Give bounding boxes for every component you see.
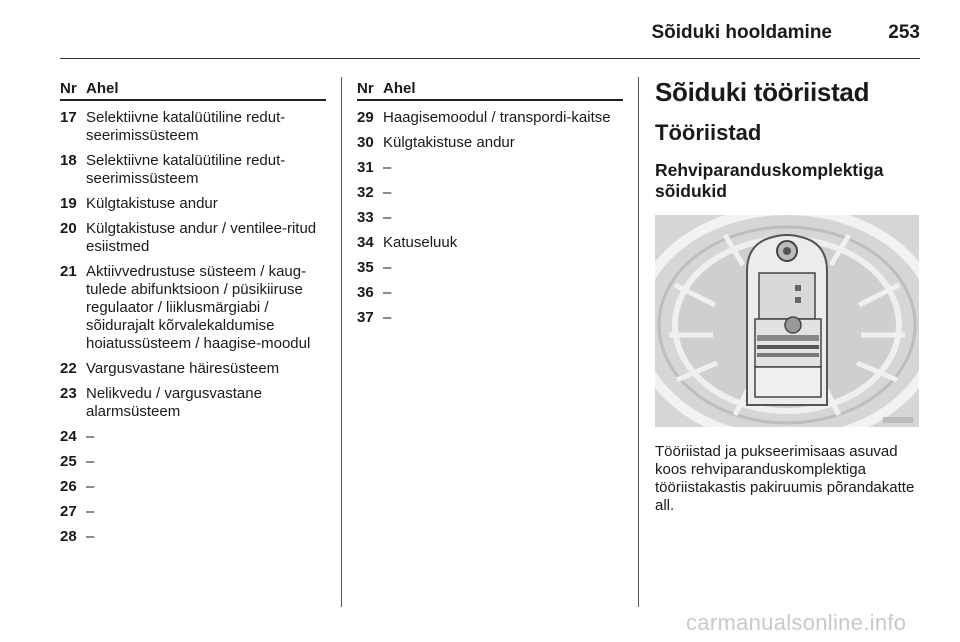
fuse-number: 17 (60, 109, 77, 126)
watermark: carmanualsonline.info (686, 610, 907, 635)
column-header-ahel: Ahel (86, 80, 119, 97)
table-row (60, 503, 326, 521)
table-row (357, 184, 623, 202)
table-row (60, 220, 326, 256)
fuse-number: 31 (357, 159, 374, 176)
column-divider (341, 77, 342, 607)
table-row (357, 234, 623, 252)
circuit-description: – (86, 503, 95, 520)
table-row (60, 428, 326, 446)
table-row (60, 109, 326, 145)
circuit-description: – (86, 453, 95, 470)
page-number: 253 (888, 22, 920, 43)
column-header-nr: Nr (60, 80, 77, 97)
circuit-description: Aktiivvedrustuse süsteem / kaug-tulede abifunktsioon / püsikiiruse regulaator / liiklusmärgiabi / sõidurajalt kõrvalekaldumise hoiatussüsteem / haagise-moodul (86, 263, 311, 352)
table-row (357, 284, 623, 302)
fuse-number: 33 (357, 209, 374, 226)
fuse-number: 26 (60, 478, 77, 495)
circuit-description: Külgtakistuse andur (383, 134, 515, 151)
table-header (60, 80, 326, 101)
circuit-description: – (383, 209, 392, 226)
page-header (60, 18, 920, 59)
table-row (60, 478, 326, 496)
fuse-number: 25 (60, 453, 77, 470)
fuse-number: 36 (357, 284, 374, 301)
fuse-number: 27 (60, 503, 77, 520)
fuse-number: 28 (60, 528, 77, 545)
table-header (357, 80, 623, 101)
fuse-number: 19 (60, 195, 77, 212)
circuit-description: – (86, 528, 95, 545)
figure-caption: Tööriistad ja pukseerimisaas asuvad koos rehviparanduskomplektiga tööriistakastis pakiruumis põrandakatte all. (655, 443, 915, 514)
heading-tyre-repair-kit: Rehviparanduskomplektiga sõidukid (655, 160, 884, 201)
circuit-description: Külgtakistuse andur / ventilee-ritud esiistmed (86, 220, 317, 255)
fuse-number: 30 (357, 134, 374, 151)
fuse-number: 32 (357, 184, 374, 201)
table-row (357, 134, 623, 152)
table-row (60, 152, 326, 188)
circuit-description: Nelikvedu / vargusvastane alarmsüsteem (86, 385, 262, 420)
fuse-number: 35 (357, 259, 374, 276)
table-row (357, 209, 623, 227)
circuit-description: – (383, 309, 392, 326)
circuit-description: – (383, 184, 392, 201)
circuit-description: – (383, 159, 392, 176)
fuse-number: 20 (60, 220, 77, 237)
column-header-nr: Nr (357, 80, 374, 97)
circuit-description: Selektiivne katalüütiline redut-seerimissüsteem (86, 152, 286, 187)
fuse-number: 18 (60, 152, 77, 169)
fuse-number: 34 (357, 234, 374, 251)
vehicle-tools-section (655, 76, 920, 515)
table-row (357, 159, 623, 177)
table-row (60, 453, 326, 471)
circuit-description: – (86, 478, 95, 495)
table-row (60, 195, 326, 213)
column-header-ahel: Ahel (383, 80, 416, 97)
table-row (357, 309, 623, 327)
fuse-number: 37 (357, 309, 374, 326)
fuse-number: 29 (357, 109, 374, 126)
circuit-description: Vargusvastane häiresüsteem (86, 360, 280, 377)
section-title: Sõiduki hooldamine (651, 22, 832, 43)
table-row (60, 385, 326, 421)
spare-wheel-well-icon (655, 215, 919, 427)
table-row (357, 259, 623, 277)
fuse-number: 24 (60, 428, 77, 445)
fuse-number: 21 (60, 263, 77, 280)
circuit-description: – (383, 259, 392, 276)
fuse-table-left (60, 80, 326, 546)
circuit-description: Haagisemoodul / transpordi-kaitse (383, 109, 611, 126)
fuse-table-right (357, 80, 623, 327)
tool-box-illustration (655, 215, 919, 427)
table-row (60, 263, 326, 353)
fuse-number: 23 (60, 385, 77, 402)
circuit-description: – (86, 428, 95, 445)
fuse-number: 22 (60, 360, 77, 377)
table-row (60, 360, 326, 378)
circuit-description: Külgtakistuse andur (86, 195, 218, 212)
circuit-description: – (383, 284, 392, 301)
table-row (60, 528, 326, 546)
heading-tools: Tööriistad (655, 120, 762, 145)
heading-vehicle-tools: Sõiduki tööriistad (655, 77, 870, 107)
column-divider (638, 77, 639, 607)
circuit-description: Selektiivne katalüütiline redut-seerimissüsteem (86, 109, 286, 144)
circuit-description: Katuseluuk (383, 234, 458, 251)
table-row (357, 109, 623, 127)
